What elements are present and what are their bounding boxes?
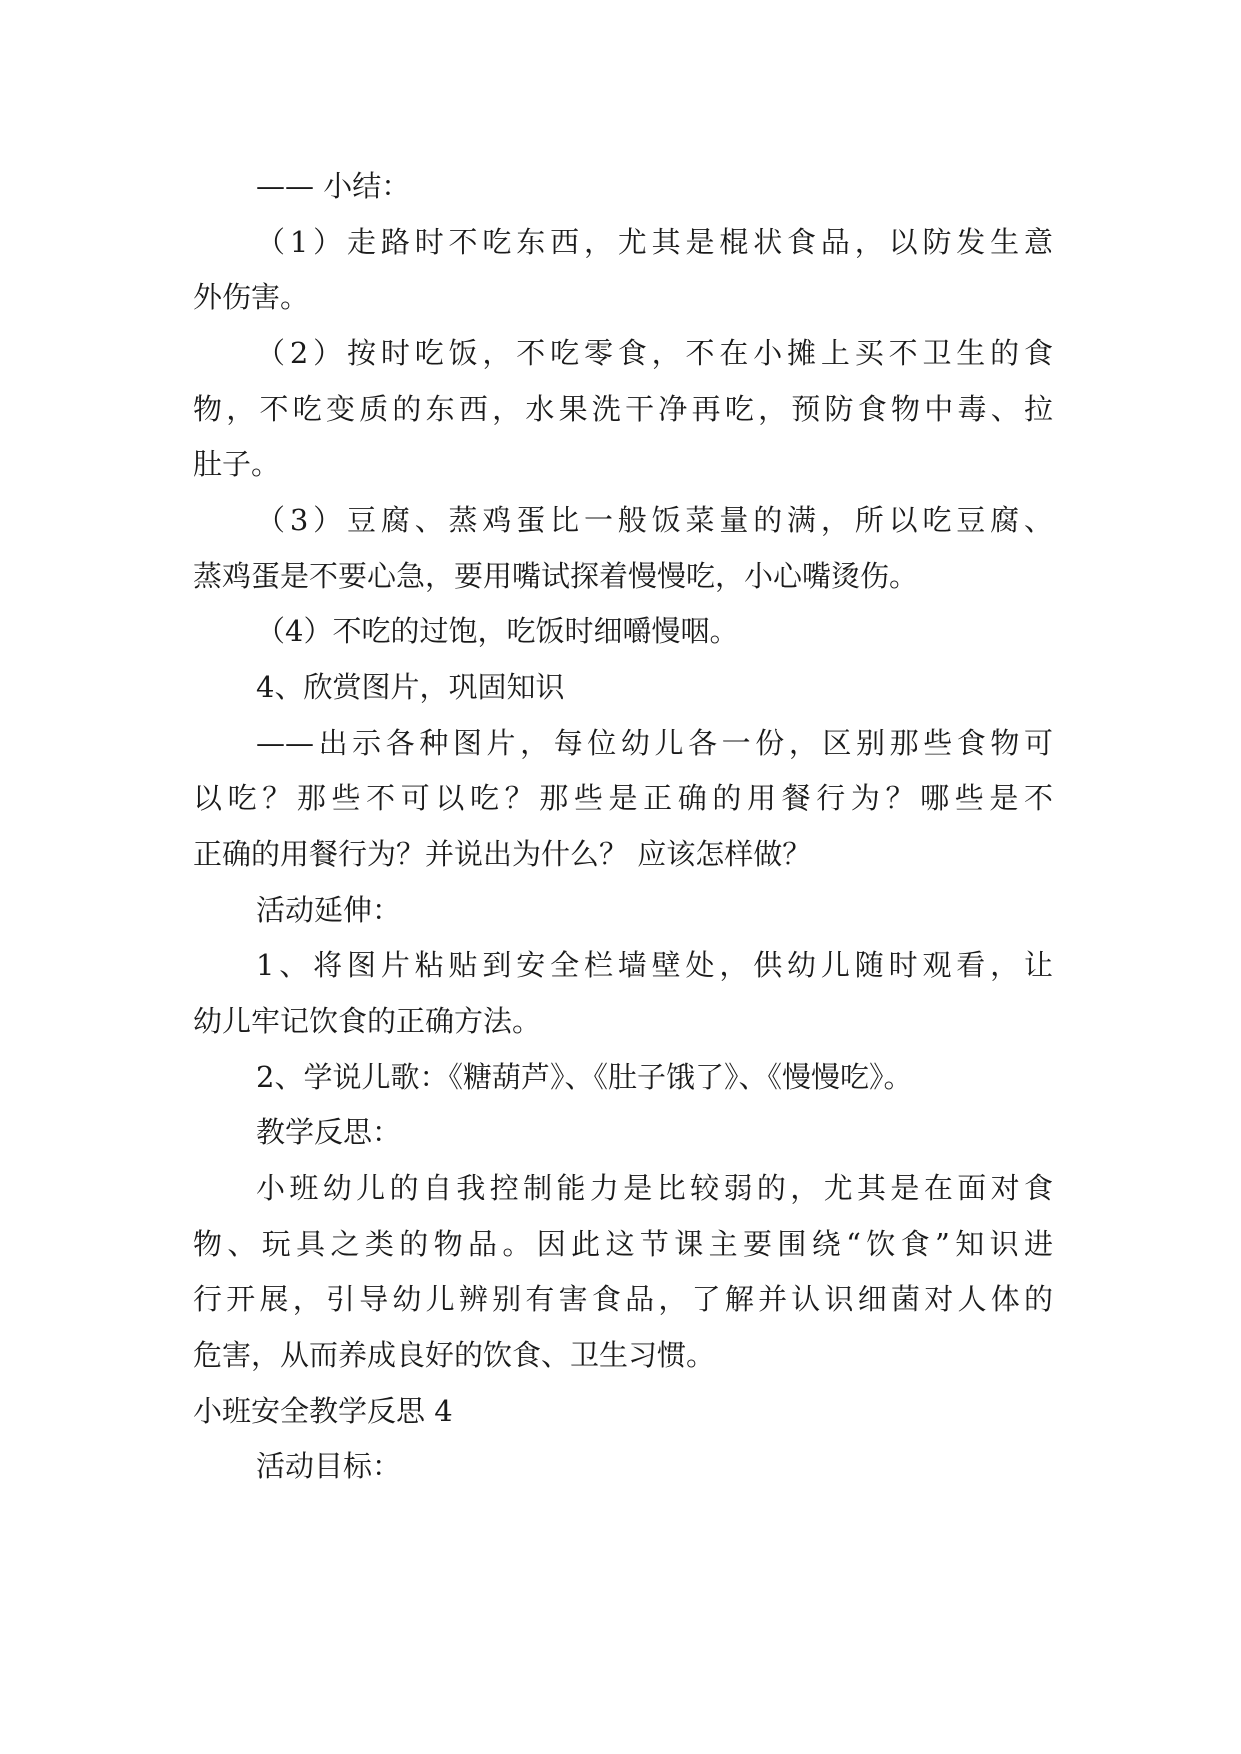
paragraph-line: 小班幼儿的自我控制能力是比较弱的，尤其是在面对食 bbox=[256, 1171, 1053, 1205]
paragraph-line: 1、将图片粘贴到安全栏墙壁处，供幼儿随时观看，让 bbox=[256, 948, 1053, 982]
paragraph-line: （2）按时吃饭，不吃零食，不在小摊上买不卫生的食 bbox=[256, 336, 1053, 370]
paragraph-line: 蒸鸡蛋是不要心急，要用嘴试探着慢慢吃，小心嘴烫伤。 bbox=[193, 559, 919, 593]
paragraph-line: 行开展，引导幼儿辨别有害食品，了解并认识细菌对人体的 bbox=[193, 1282, 1053, 1316]
section-heading: 教学反思： bbox=[256, 1115, 402, 1149]
paragraph-line: 正确的用餐行为？并说出为什么？ 应该怎样做？ bbox=[193, 837, 812, 871]
paragraph-line: ——出示各种图片，每位幼儿各一份，区别那些食物可 bbox=[256, 726, 1053, 760]
paragraph-line: 幼儿牢记饮食的正确方法。 bbox=[193, 1004, 542, 1038]
summary-heading: —— 小结： bbox=[256, 169, 411, 203]
section-heading: 活动延伸： bbox=[256, 893, 402, 927]
paragraph-line: 外伤害。 bbox=[193, 280, 310, 314]
paragraph-line: 物，不吃变质的东西，水果洗干净再吃，预防食物中毒、拉 bbox=[193, 392, 1053, 426]
paragraph-line: 2、学说儿歌：《糖葫芦》、《肚子饿了》、《慢慢吃》。 bbox=[256, 1060, 913, 1094]
paragraph-line: 肚子。 bbox=[193, 447, 281, 481]
paragraph-line: （3）豆腐、蒸鸡蛋比一般饭菜量的满，所以吃豆腐、 bbox=[256, 503, 1053, 537]
paragraph-line: 危害，从而养成良好的饮食、卫生习惯。 bbox=[193, 1338, 716, 1372]
paragraph-line: （1）走路时不吃东西，尤其是棍状食品，以防发生意 bbox=[256, 225, 1053, 259]
section-heading: 活动目标： bbox=[256, 1449, 402, 1483]
document-title: 小班安全教学反思 4 bbox=[193, 1394, 453, 1428]
paragraph-line: （4）不吃的过饱，吃饭时细嚼慢咽。 bbox=[256, 614, 739, 648]
section-heading: 4、欣赏图片，巩固知识 bbox=[256, 670, 565, 704]
paragraph-line: 物、玩具之类的物品。因此这节课主要围绕“饮食”知识进 bbox=[193, 1227, 1053, 1261]
paragraph-line: 以吃？那些不可以吃？那些是正确的用餐行为？哪些是不 bbox=[193, 781, 1053, 815]
